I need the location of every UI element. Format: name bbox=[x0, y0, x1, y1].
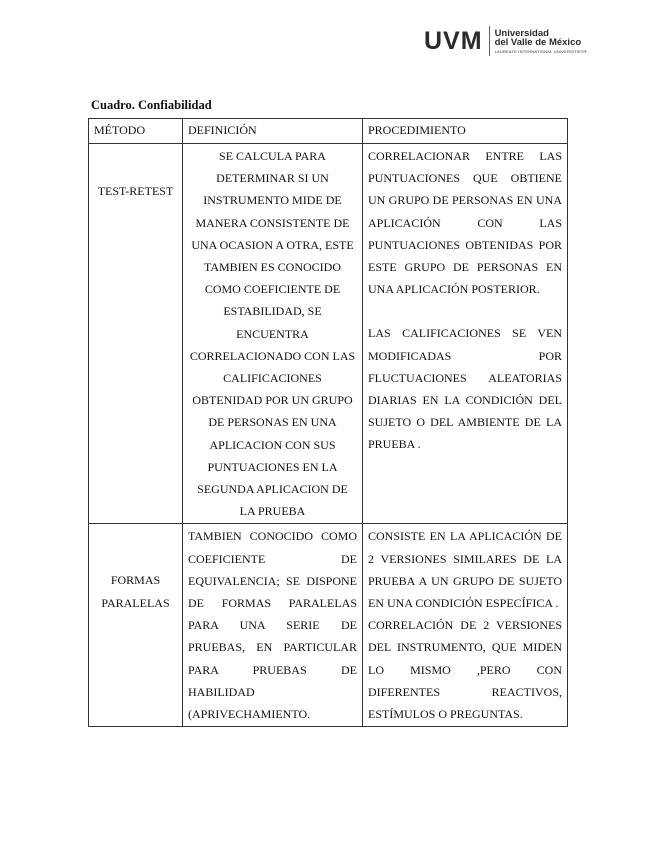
procedure-paragraph: LAS CALIFICACIONES SE VEN MODIFICADAS POR FLUCTUACIONES ALEATORIAS DIARIAS EN LA CONDICIÓN DEL SUJETO O DEL AMBIENTE DE LA PRUEBA . bbox=[368, 326, 562, 452]
logo-mark: UVM bbox=[424, 26, 483, 55]
method-cell: TEST-RETEST bbox=[89, 144, 183, 524]
header-definition: DEFINICIÓN bbox=[183, 119, 363, 144]
method-line: PARALELAS bbox=[101, 595, 170, 610]
procedure-cell bbox=[363, 144, 568, 524]
table-header-row bbox=[89, 119, 568, 144]
table-row bbox=[89, 144, 568, 524]
logo-text bbox=[495, 29, 588, 54]
uvm-logo bbox=[424, 24, 587, 58]
definition-cell: SE CALCULA PARA DETERMINAR SI UN INSTRUMENTO MIDE DE MANERA CONSISTENTE DE UNA OCASION A OTRA, ESTE TAMBIEN ES CONOCIDO COMO COEFICIENTE DE ESTABILIDAD, SE ENCUENTRA CORRELACIONADO CON LAS CALIFICACIONES OBTENIDAD POR UN GRUPO DE PERSONAS EN UNA APLICACION CON SUS PUNTUACIONES EN LA SEGUNDA APLICACION DE LA PRUEBA bbox=[183, 144, 363, 524]
page-title: Cuadro. Confiabilidad bbox=[91, 98, 212, 112]
logo-tagline: LAUREATE INTERNATIONAL UNIVERSITIES® bbox=[494, 48, 588, 54]
definition-cell: TAMBIEN CONOCIDO COMO COEFICIENTE DE EQUIVALENCIA; SE DISPONE DE FORMAS PARALELAS PARA UNA SERIE DE PRUEBAS, EN PARTICULAR PARA PRUEBAS DE HABILIDAD (APRIVECHAMIENTO. bbox=[183, 524, 363, 727]
header-procedure: PROCEDIMIENTO bbox=[363, 119, 568, 144]
logo-university-line: Universidad bbox=[494, 27, 549, 39]
method-line: FORMAS bbox=[110, 573, 161, 588]
logo-name-line: del Valle de México bbox=[494, 37, 582, 48]
header-method: MÉTODO bbox=[89, 119, 183, 144]
procedure-paragraph: CORRELACIÓN DE 2 VERSIONES DEL INSTRUMENTO, QUE MIDEN LO MISMO ,PERO CON DIFERENTES REACTIVOS, ESTÍMULOS O PREGUNTAS. bbox=[368, 618, 562, 722]
procedure-cell bbox=[363, 524, 568, 727]
table-row bbox=[89, 524, 568, 727]
reliability-table bbox=[88, 118, 568, 727]
logo-separator bbox=[489, 26, 490, 56]
procedure-paragraph: CONSISTE EN LA APLICACIÓN DE 2 VERSIONES SIMILARES DE LA PRUEBA A UN GRUPO DE SUJETO EN UNA CONDICIÓN ESPECÍFICA . bbox=[368, 529, 562, 611]
method-cell bbox=[89, 524, 183, 727]
procedure-paragraph: CORRELACIONAR ENTRE LAS PUNTUACIONES QUE OBTIENE UN GRUPO DE PERSONAS EN UNA APLICACIÓN CON LAS PUNTUACIONES OBTENIDAS POR ESTE GRUPO DE PERSONAS EN UNA APLICACIÓN POSTERIOR. bbox=[368, 149, 562, 297]
